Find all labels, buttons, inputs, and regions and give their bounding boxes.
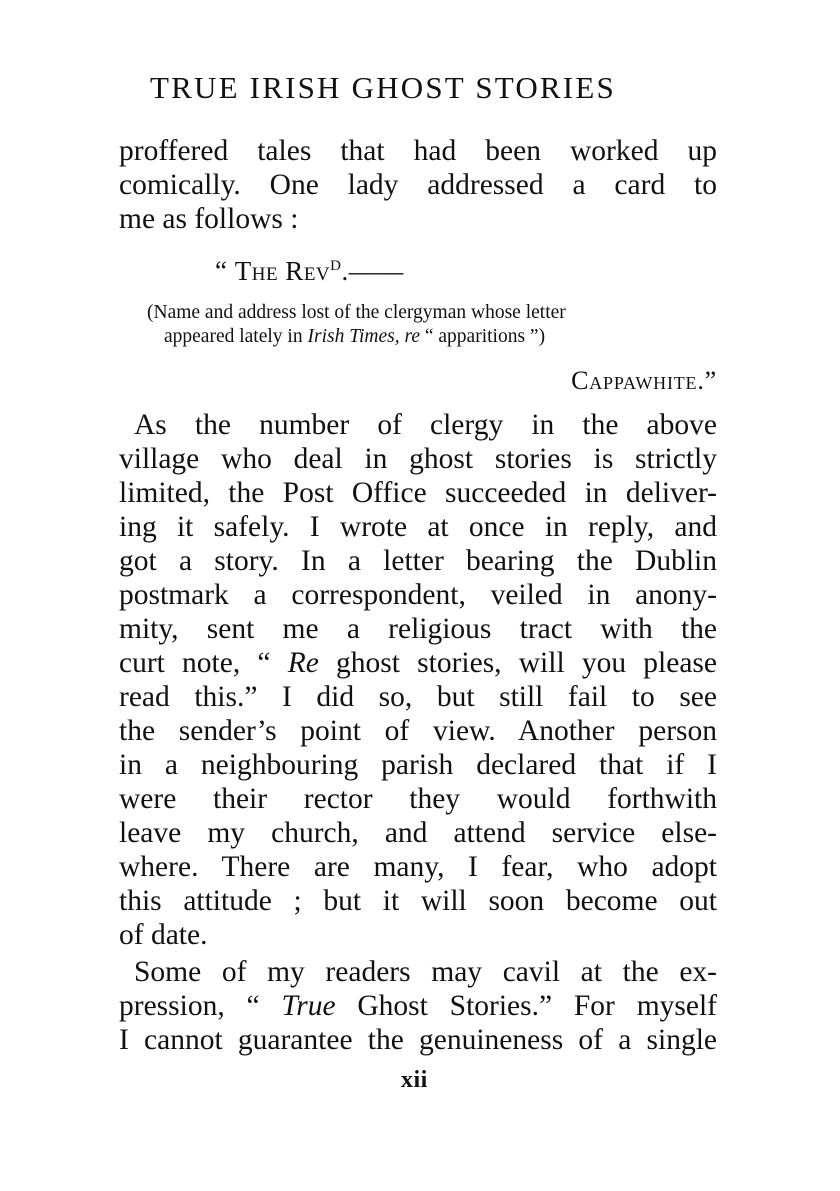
- text-line-italic: True: [281, 990, 336, 1022]
- text-line: [119, 850, 717, 884]
- card-address: [215, 256, 404, 287]
- text-line: [119, 748, 717, 782]
- text-line-segment: Some of my readers may cavil at the ex-: [134, 956, 717, 988]
- text-line: [119, 578, 717, 612]
- text-line-segment: leave my church, and attend service else-: [119, 817, 717, 849]
- text-line-segment: where. There are many, I fear, who adopt: [119, 851, 717, 883]
- text-line-segment: I cannot guarantee the genuineness of a single: [119, 1024, 717, 1056]
- text-line-segment: mity, sent me a religious tract with the: [119, 613, 717, 645]
- page-number: xii: [401, 1067, 428, 1093]
- text-line: [119, 884, 717, 918]
- note-line-1: (Name and address lost of the clergyman whose letter: [147, 302, 566, 323]
- card-signoff: Cappawhite.”: [571, 366, 717, 395]
- note-line-2-italic: Irish Times, re: [307, 326, 420, 347]
- text-line-segment: in a neighbouring parish declared that if I: [119, 749, 717, 781]
- running-head: TRUE IRISH GHOST STORIES: [150, 70, 616, 105]
- text-line: [119, 510, 717, 544]
- text-line: [119, 544, 717, 578]
- text-line-italic: Re: [287, 647, 319, 679]
- address-revd: The Rev: [234, 256, 331, 286]
- text-line: [119, 816, 717, 850]
- text-line-segment: got a story. In a letter bearing the Dublin: [119, 545, 717, 577]
- text-line-segment: were their rector they would forthwith: [119, 783, 717, 815]
- text-line-segment: me as follows :: [119, 203, 299, 235]
- text-line: [119, 202, 717, 236]
- text-line-segment: proffered tales that had been worked up: [119, 135, 717, 167]
- text-line: [134, 955, 717, 989]
- text-line: [119, 442, 717, 476]
- text-line: [119, 168, 717, 202]
- text-line: [119, 989, 717, 1023]
- note-line-2: [164, 325, 545, 349]
- text-line-segment: Ghost Stories.” For myself: [335, 990, 717, 1022]
- address-open-quote: “: [215, 256, 235, 286]
- text-line: [119, 476, 717, 510]
- text-line: [119, 918, 717, 952]
- address-dash: .——: [341, 256, 404, 286]
- text-line-segment: village who deal in ghost stories is strictly: [119, 443, 717, 475]
- text-line-segment: postmark a correspondent, veiled in anony-: [119, 579, 717, 611]
- text-line-segment: As the number of clergy in the above: [134, 409, 717, 441]
- address-superscript: D: [330, 258, 342, 274]
- text-line: [119, 782, 717, 816]
- note-line-2-end: “ apparitions ”): [419, 326, 546, 347]
- text-line-segment: ghost stories, will you please: [318, 647, 717, 679]
- text-line: [119, 612, 717, 646]
- text-line: [119, 1023, 717, 1057]
- text-line-segment: pression, “: [119, 990, 282, 1022]
- text-line: [119, 680, 717, 714]
- text-line-segment: this attitude ; but it will soon become out: [119, 885, 717, 917]
- text-line: [119, 134, 717, 168]
- text-line: [119, 714, 717, 748]
- text-line-segment: comically. One lady addressed a card to: [119, 169, 717, 201]
- text-line-segment: limited, the Post Office succeeded in deliver-: [119, 477, 717, 509]
- note-line-2-text: appeared lately in: [164, 326, 308, 347]
- text-line: [119, 646, 717, 680]
- text-line-segment: of date.: [119, 919, 208, 951]
- text-line: [134, 408, 717, 442]
- text-line-segment: ing it safely. I wrote at once in reply, and: [119, 511, 717, 543]
- text-line-segment: read this.” I did so, but still fail to see: [119, 681, 717, 713]
- text-line-segment: the sender’s point of view. Another person: [119, 715, 717, 747]
- text-line-segment: curt note, “: [119, 647, 288, 679]
